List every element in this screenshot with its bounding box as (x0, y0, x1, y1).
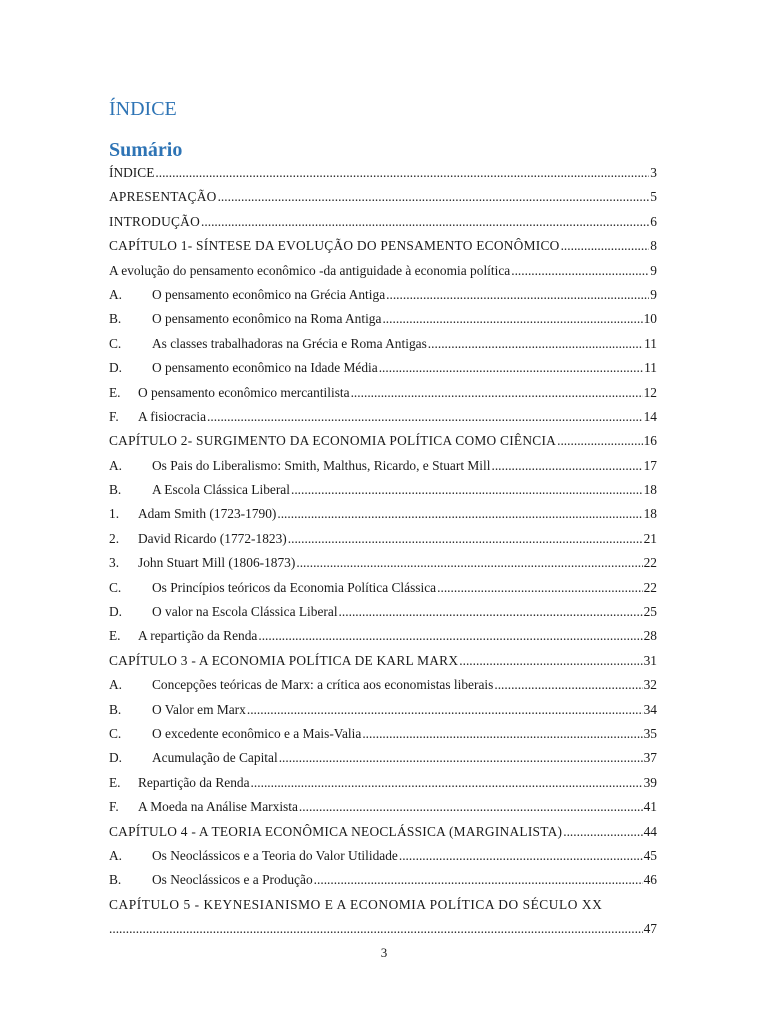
toc-dot-leader (247, 698, 643, 722)
toc-dot-leader (201, 210, 649, 234)
toc-entry[interactable] (109, 551, 657, 575)
toc-dot-leader (382, 307, 642, 331)
toc-entry-page: 32 (643, 677, 657, 693)
toc-entry-title: David Ricardo (1772-1823) (138, 530, 287, 546)
toc-entry[interactable] (109, 332, 657, 356)
toc-dot-leader (314, 868, 643, 892)
toc-entry-title: A Moeda na Análise Marxista (138, 799, 298, 815)
toc-entry[interactable] (109, 746, 657, 770)
toc-entry[interactable] (109, 624, 657, 648)
toc-entry-page: 16 (643, 433, 657, 449)
toc-entry[interactable] (109, 502, 657, 526)
toc-dot-leader (362, 722, 642, 746)
toc-entry-title: INTRODUÇÃO (109, 213, 201, 229)
toc-dot-leader (557, 429, 643, 453)
toc-entry-marker: C. (109, 335, 122, 351)
toc-entry-page: 45 (643, 847, 657, 863)
toc-entry-title: Acumulação de Capital (152, 750, 278, 766)
toc-entry[interactable] (109, 527, 657, 551)
toc-entry-page: 46 (643, 872, 657, 888)
toc-entry[interactable] (109, 820, 657, 844)
toc-entry-title: APRESENTAÇÃO (109, 189, 217, 205)
toc-entry[interactable] (109, 893, 657, 917)
toc-entry-title: O pensamento econômico na Idade Média (152, 360, 378, 376)
toc-entry[interactable] (109, 698, 657, 722)
toc-dot-leader (339, 600, 643, 624)
toc-entry-marker: A. (109, 677, 123, 693)
toc-entry-marker: F. (109, 408, 119, 424)
toc-entry[interactable] (109, 185, 657, 209)
toc-entry[interactable] (109, 673, 657, 697)
toc-entry[interactable] (109, 283, 657, 307)
toc-entry-marker: A. (109, 847, 123, 863)
toc-entry-marker: D. (109, 360, 123, 376)
toc-entry[interactable] (109, 429, 657, 453)
toc-entry-marker: C. (109, 725, 122, 741)
toc-entry[interactable] (109, 210, 657, 234)
toc-entry[interactable] (109, 771, 657, 795)
toc-entry-page: 35 (643, 725, 657, 741)
toc-entry[interactable] (109, 649, 657, 673)
toc-dot-leader (379, 356, 643, 380)
toc-entry-title: O pensamento econômico mercantilista (138, 384, 350, 400)
toc-entry-title: A fisiocracia (138, 408, 207, 424)
toc-entry-page: 47 (643, 921, 657, 937)
toc-entry-marker: D. (109, 750, 123, 766)
toc-dot-leader (258, 624, 642, 648)
toc-entry-page: 22 (643, 579, 657, 595)
toc-entry-page: 28 (643, 628, 657, 644)
toc-entry-title: O Valor em Marx (152, 701, 246, 717)
toc-entry-marker: B. (109, 701, 122, 717)
toc-dot-leader (494, 673, 642, 697)
toc-entry[interactable] (109, 722, 657, 746)
toc-entry-title: Concepções teóricas de Marx: a crítica aos economistas liberais (152, 677, 494, 693)
toc-entry-marker: 1. (109, 506, 120, 522)
toc-entry-page: 21 (643, 530, 657, 546)
toc-entry[interactable] (109, 161, 657, 185)
toc-entry-title: CAPÍTULO 5 - KEYNESIANISMO E A ECONOMIA POLÍTICA DO SÉCULO XX (109, 896, 603, 912)
toc-entry-page: 25 (643, 604, 657, 620)
toc-entry-marker: F. (109, 799, 119, 815)
toc-entry-title: O pensamento econômico na Grécia Antiga (152, 286, 386, 302)
toc-entry-page: 9 (650, 286, 657, 302)
toc-dot-leader (561, 234, 650, 258)
toc-dot-leader (491, 454, 642, 478)
toc-entry-marker: E. (109, 774, 121, 790)
toc-entry-title: O pensamento econômico na Roma Antiga (152, 311, 382, 327)
toc-entry-marker: D. (109, 604, 123, 620)
toc-entry-title: Repartição da Renda (138, 774, 250, 790)
toc-entry-marker: C. (109, 579, 122, 595)
toc-dot-leader (428, 332, 643, 356)
toc-entry-page: 14 (643, 408, 657, 424)
toc-entry[interactable] (109, 234, 657, 258)
toc-entry-page: 41 (643, 799, 657, 815)
toc-entry-title: Os Neoclássicos e a Teoria do Valor Utilidade (152, 847, 398, 863)
toc-entry[interactable] (109, 795, 657, 819)
toc-dot-leader (291, 478, 643, 502)
toc-entry-title: A repartição da Renda (138, 628, 258, 644)
toc-entry[interactable] (109, 454, 657, 478)
toc-entry-marker: B. (109, 482, 122, 498)
toc-entry-page: 11 (644, 335, 657, 351)
toc-dot-leader (299, 795, 643, 819)
toc-entry[interactable] (109, 844, 657, 868)
toc-dot-leader (399, 844, 643, 868)
toc-entry-title: Adam Smith (1723-1790) (138, 506, 277, 522)
toc-entry-title: CAPÍTULO 2- SURGIMENTO DA ECONOMIA POLÍTICA COMO CIÊNCIA (109, 433, 557, 449)
toc-entry-page: 8 (650, 238, 657, 254)
toc-entry-page: 10 (643, 311, 657, 327)
toc-entry-title: O excedente econômico e a Mais-Valia (152, 725, 362, 741)
toc-entry-page: 18 (643, 482, 657, 498)
toc-dot-leader (511, 259, 649, 283)
table-of-contents (109, 161, 657, 942)
toc-dot-leader (437, 576, 642, 600)
toc-entry-page: 18 (643, 506, 657, 522)
toc-entry-page: 22 (643, 555, 657, 571)
toc-entry-page: 39 (643, 774, 657, 790)
toc-dot-leader (288, 527, 643, 551)
toc-entry-marker: E. (109, 384, 121, 400)
toc-entry[interactable] (109, 917, 657, 941)
toc-entry-page: 9 (650, 262, 657, 278)
toc-dot-leader (296, 551, 642, 575)
index-heading: ÍNDICE (109, 98, 177, 120)
toc-entry-marker: E. (109, 628, 121, 644)
toc-entry-page: 5 (650, 189, 657, 205)
toc-entry[interactable] (109, 600, 657, 624)
toc-entry[interactable] (109, 381, 657, 405)
toc-entry-title: O valor na Escola Clássica Liberal (152, 604, 338, 620)
toc-entry-page: 11 (644, 360, 657, 376)
toc-entry-title: Os Princípios teóricos da Economia Política Clássica (152, 579, 437, 595)
toc-entry-page: 3 (650, 165, 657, 180)
toc-entry-title: CAPÍTULO 1- SÍNTESE DA EVOLUÇÃO DO PENSAMENTO ECONÔMICO (109, 238, 560, 254)
toc-entry-title: John Stuart Mill (1806-1873) (138, 555, 296, 571)
toc-entry-page: 12 (643, 384, 657, 400)
toc-dot-leader (459, 649, 642, 673)
toc-dot-leader (386, 283, 649, 307)
toc-entry-title: Os Pais do Liberalismo: Smith, Malthus, Ricardo, e Stuart Mill (152, 457, 491, 473)
toc-dot-leader (218, 185, 650, 209)
toc-entry-marker: A. (109, 457, 123, 473)
toc-entry[interactable] (109, 405, 657, 429)
toc-dot-leader (155, 161, 649, 185)
toc-dot-leader (563, 820, 642, 844)
toc-entry[interactable] (109, 868, 657, 892)
toc-entry-marker: B. (109, 311, 122, 327)
toc-entry-marker: B. (109, 872, 122, 888)
toc-entry-marker: A. (109, 286, 123, 302)
toc-dot-leader (277, 502, 642, 526)
toc-entry-title: CAPÍTULO 4 - A TEORIA ECONÔMICA NEOCLÁSSICA (MARGINALISTA) (109, 823, 563, 839)
toc-dot-leader (351, 381, 643, 405)
page-number: 3 (380, 945, 388, 960)
toc-dot-leader (251, 771, 643, 795)
toc-entry-page: 34 (643, 701, 657, 717)
toc-entry-page: 31 (643, 652, 657, 668)
toc-entry-title: A Escola Clássica Liberal (152, 482, 290, 498)
toc-entry[interactable] (109, 259, 657, 283)
toc-dot-leader (279, 746, 643, 770)
toc-entry-page: 37 (643, 750, 657, 766)
toc-entry-marker: 2. (109, 530, 120, 546)
toc-entry-title: A evolução do pensamento econômico -da antiguidade à economia política (109, 262, 511, 278)
toc-entry-title: As classes trabalhadoras na Grécia e Roma Antigas (152, 335, 427, 351)
toc-entry[interactable] (109, 576, 657, 600)
toc-entry-marker: 3. (109, 555, 120, 571)
toc-entry[interactable] (109, 478, 657, 502)
toc-dot-leader (207, 405, 643, 429)
toc-entry-page: 17 (643, 457, 657, 473)
toc-entry[interactable] (109, 307, 657, 331)
toc-entry-title: ÍNDICE (109, 165, 155, 180)
toc-entry-page: 44 (643, 823, 657, 839)
summary-title: Sumário (109, 139, 183, 161)
toc-entry[interactable] (109, 356, 657, 380)
toc-entry-title: Os Neoclássicos e a Produção (152, 872, 313, 888)
toc-entry-page: 6 (650, 213, 657, 229)
toc-dot-leader (109, 917, 643, 941)
toc-entry-title: CAPÍTULO 3 - A ECONOMIA POLÍTICA DE KARL MARX (109, 652, 459, 668)
